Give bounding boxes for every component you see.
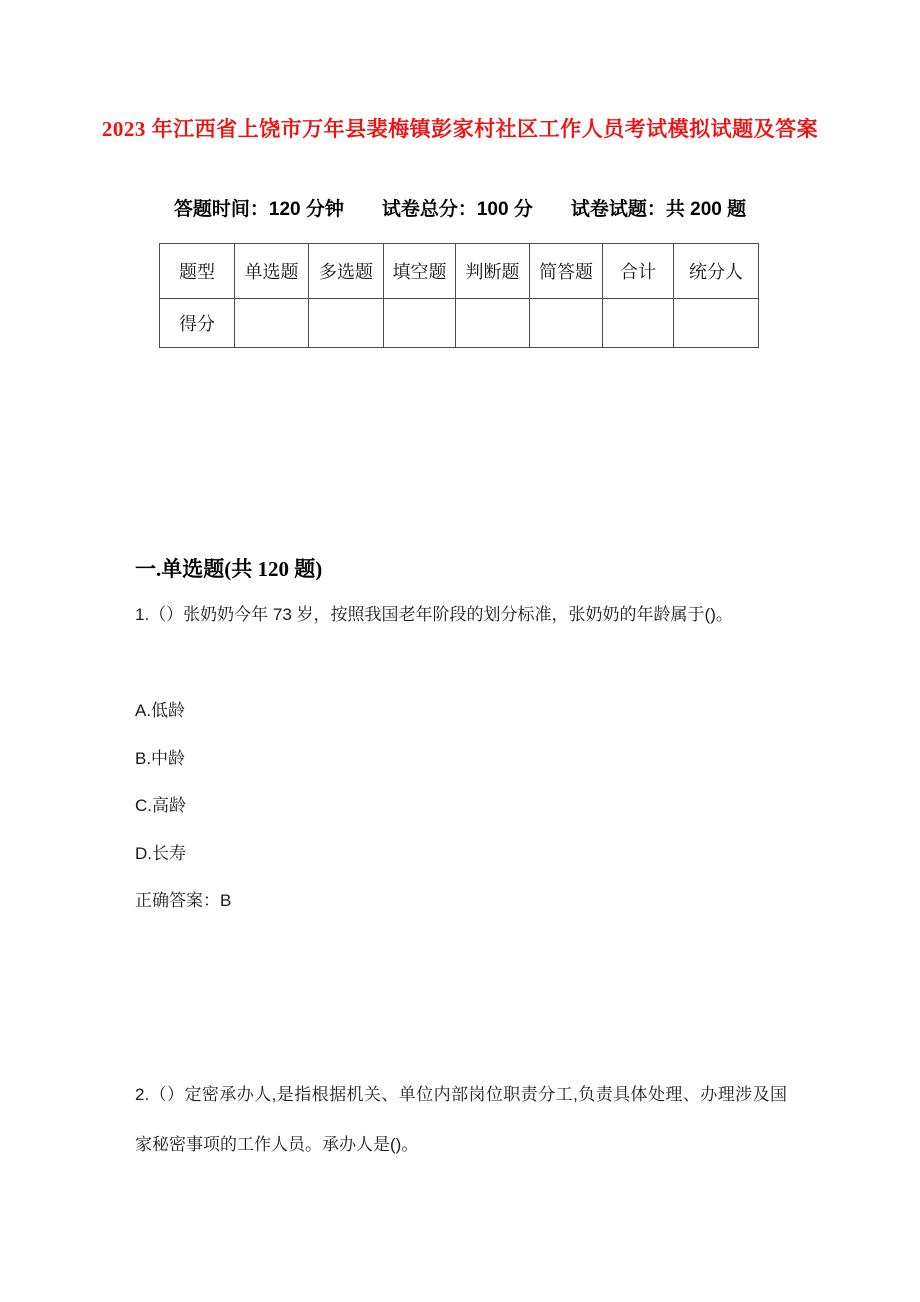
question-1-options: [135, 702, 231, 909]
exam-question-count: 试卷试题：共 200 题: [570, 199, 747, 220]
section-heading: 一.单选题(共 120 题): [135, 557, 323, 581]
exam-info-bar: [0, 194, 920, 221]
score-cell-empty: [456, 299, 530, 348]
question-1-answer: 正确答案：B: [135, 891, 232, 910]
score-cell-empty: [674, 299, 759, 348]
score-table-header-cell: 填空题: [384, 244, 456, 299]
exam-title: 2023 年江西省上饶市万年县裴梅镇彭家村社区工作人员考试模拟试题及答案: [101, 117, 819, 141]
question-1-option-c: C.高龄: [135, 796, 186, 815]
score-cell-empty: [384, 299, 456, 348]
score-table-header-row: [160, 244, 759, 299]
score-table: [159, 243, 759, 348]
score-table-header-cell: 单选题: [235, 244, 309, 299]
score-table-header-cell: 统分人: [674, 244, 759, 299]
score-table-header-cell: 题型: [160, 244, 235, 299]
question-1-option-b: B.中龄: [135, 748, 186, 768]
exam-total-score: 试卷总分：100 分: [381, 199, 533, 220]
question-1-text: 1.（）张奶奶今年 73 岁，按照我国老年阶段的划分标准，张奶奶的年龄属于()。: [135, 605, 733, 624]
question-2-text: 2.（）定密承办人,是指根据机关、单位内部岗位职责分工,负责具体处理、办理涉及国家秘密事项的工作人员。承办人是()。: [135, 1085, 787, 1154]
score-table-header-cell: 多选题: [309, 244, 384, 299]
score-table-score-row: [160, 299, 759, 348]
question-1-option-a: A.低龄: [135, 701, 186, 720]
score-row-label: 得分: [160, 299, 235, 348]
score-cell-empty: [603, 299, 674, 348]
exam-duration: 答题时间：120 分钟: [173, 199, 344, 220]
score-table-header-cell: 判断题: [456, 244, 530, 299]
score-cell-empty: [530, 299, 603, 348]
score-cell-empty: [235, 299, 309, 348]
score-cell-empty: [309, 299, 384, 348]
score-table-header-cell: 合计: [603, 244, 674, 299]
question-1-option-d: D.长寿: [135, 843, 186, 863]
score-table-header-cell: 简答题: [530, 244, 603, 299]
